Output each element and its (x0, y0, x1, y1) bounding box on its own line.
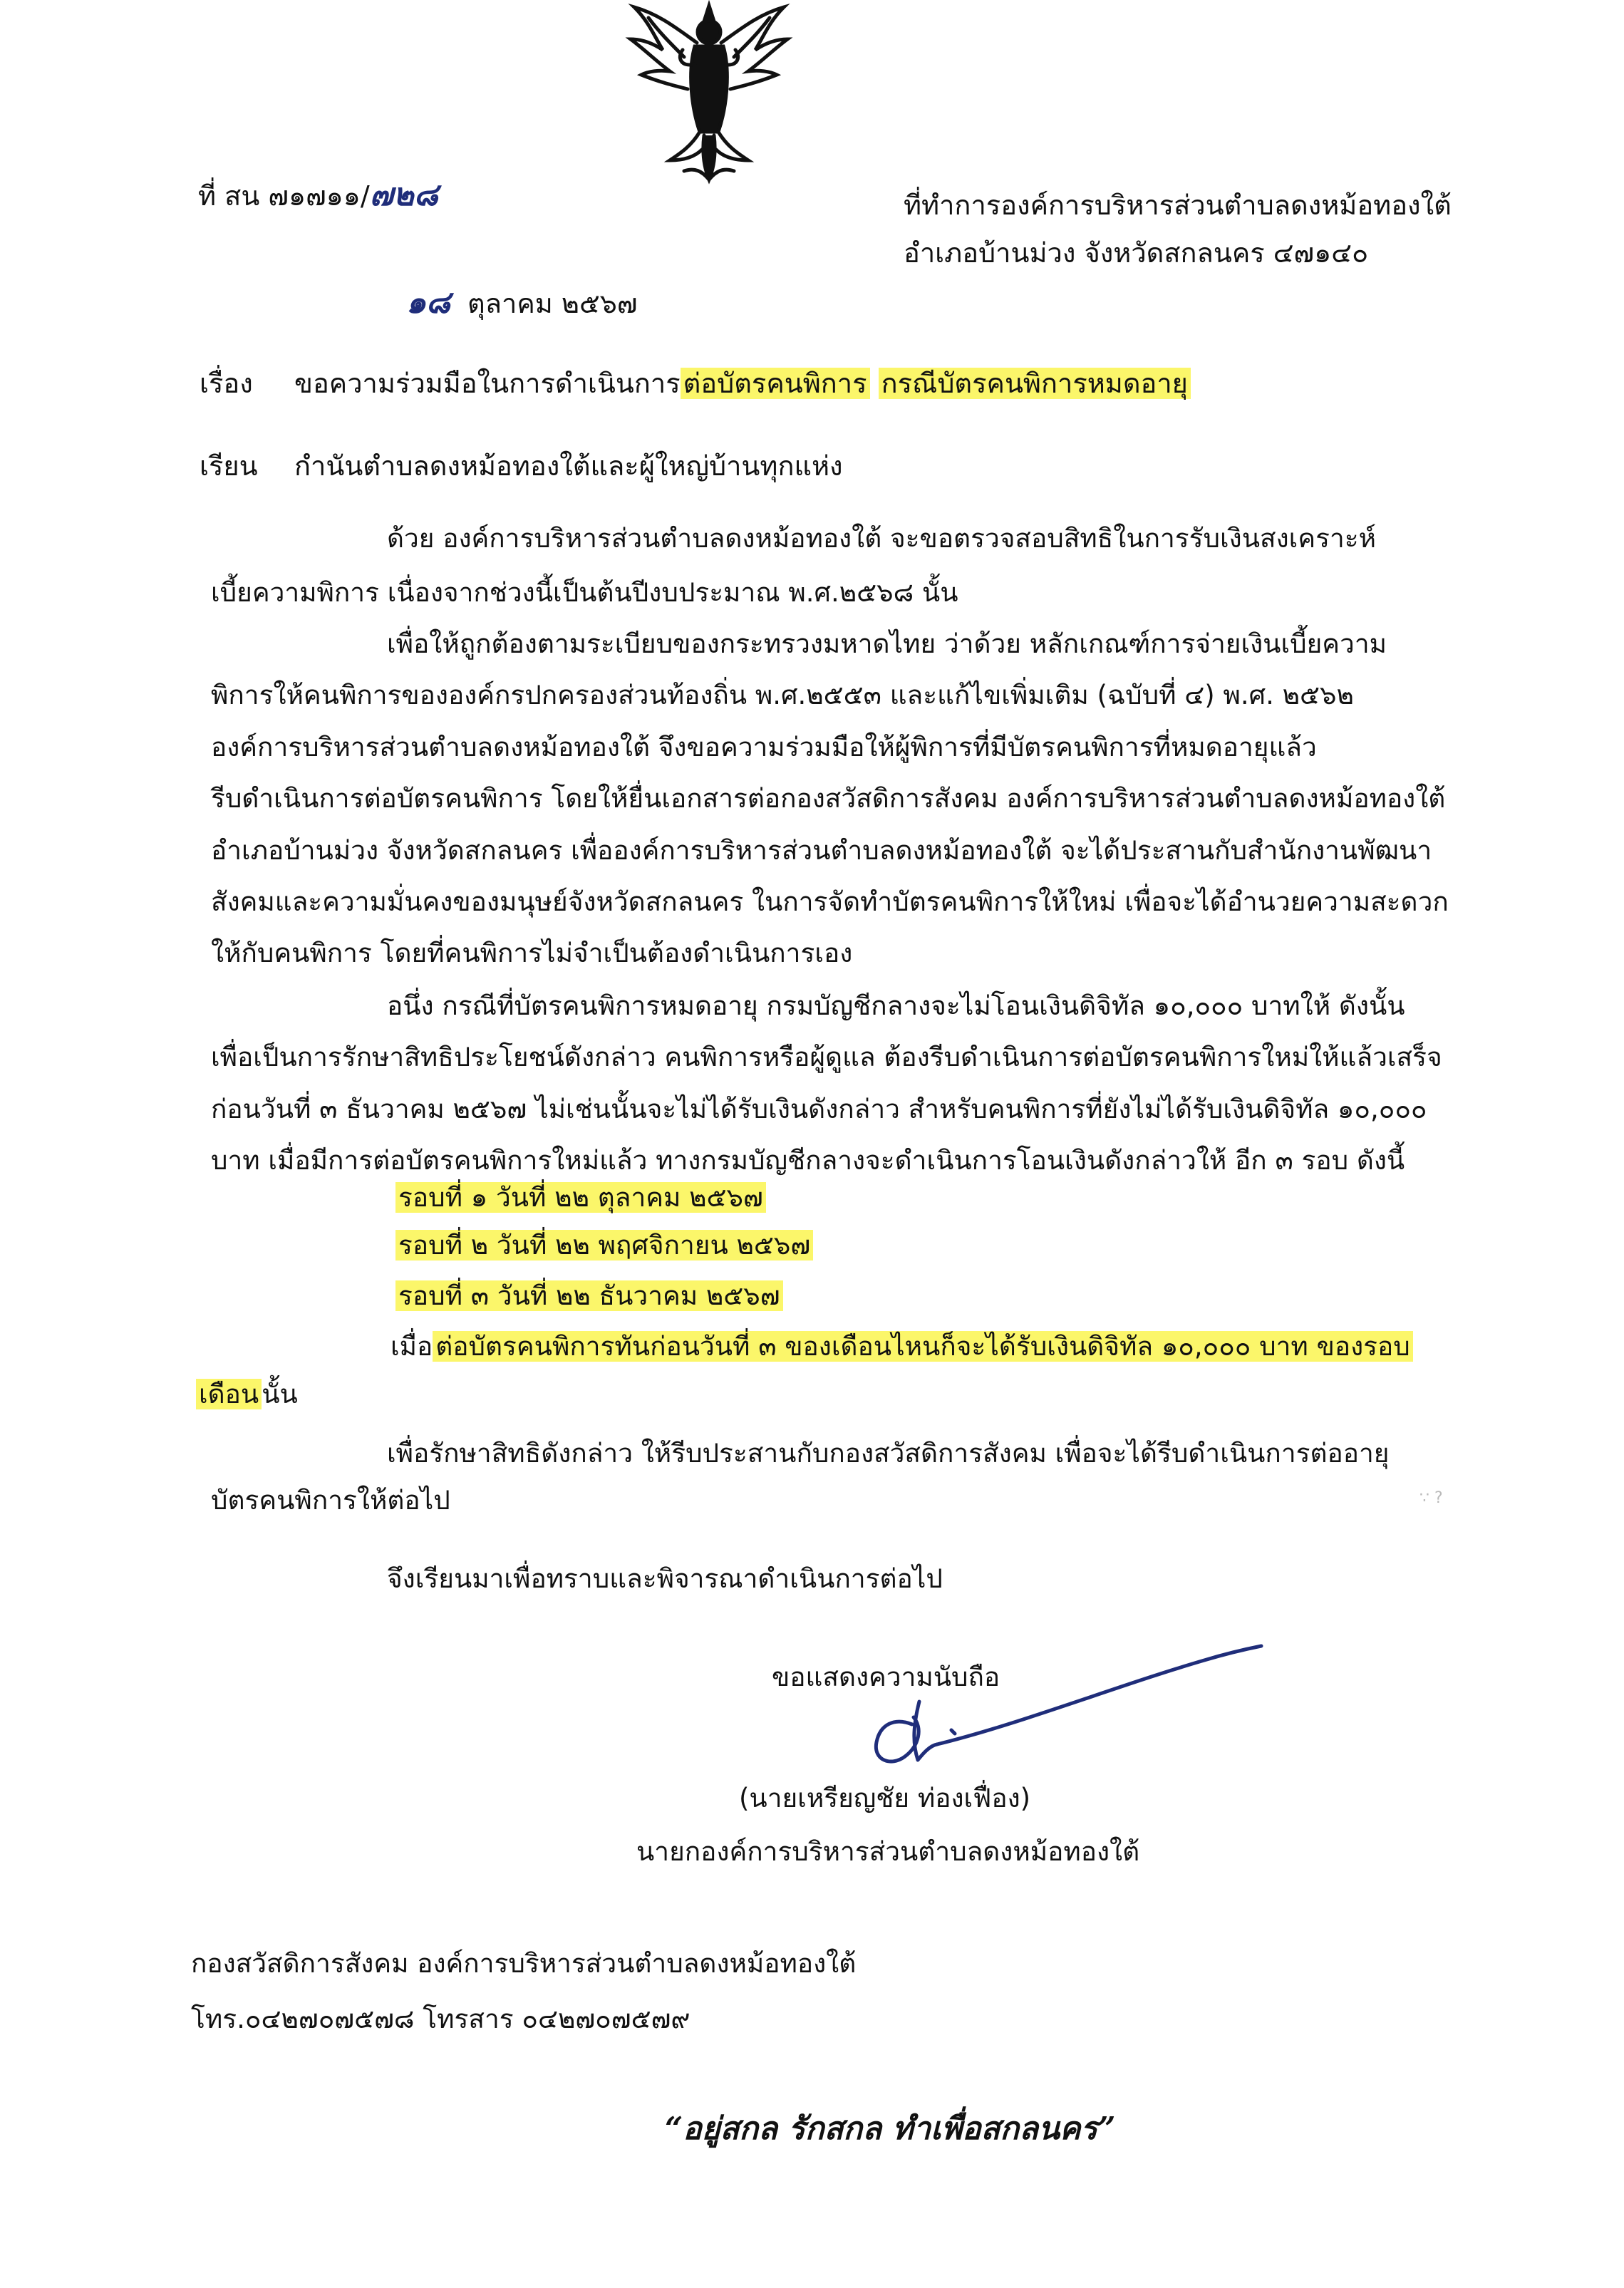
para3-line: เพื่อเป็นการรักษาสิทธิประโยชน์ดังกล่าว คนพิการหรือผู้ดูแล ต้องรีบดำเนินการต่อบัตรคนพิการใหม่ให้แล้วเสร็จ (211, 1042, 1442, 1072)
para4-line: บัตรคนพิการให้ต่อไป (211, 1485, 450, 1516)
province-slogan: “อยู่สกล รักสกล ทำเพื่อสกลนคร” (665, 2111, 1116, 2147)
para2-line: รีบดำเนินการต่อบัตรคนพิการ โดยให้ยื่นเอกสารต่อกองสวัสดิการสังคม องค์การบริหารส่วนตำบลดงหม้อทองใต้ (211, 783, 1446, 814)
payment-round-1: รอบที่ ๑ วันที่ ๒๒ ตุลาคม ๒๕๖๗ (395, 1181, 766, 1215)
note-line-2: เดือน นั้น (196, 1377, 298, 1412)
sender-office: ที่ทำการองค์การบริหารส่วนตำบลดงหม้อทองใต้ (904, 190, 1452, 221)
subject-highlight-2: กรณีบัตรคนพิการหมดอายุ (879, 368, 1191, 399)
para2-line: ให้กับคนพิการ โดยที่คนพิการไม่จำเป็นต้องดำเนินการเอง (211, 938, 853, 968)
para2-line: เพื่อให้ถูกต้องตามระเบียบของกระทรวงมหาดไทย ว่าด้วย หลักเกณฑ์การจ่ายเงินเบี้ยความ (387, 628, 1387, 659)
date-day-handwritten: ๑๘ (406, 284, 450, 321)
para3-line: ก่อนวันที่ ๓ ธันวาคม ๒๕๖๗ ไม่เช่นนั้นจะไม่ได้รับเงินดังกล่าว สำหรับคนพิการที่ยังไม่ได้รับเงินดิจิทัล ๑๐,๐๐๐ (211, 1094, 1427, 1124)
garuda-emblem-icon (620, 0, 798, 185)
footer-department: กองสวัสดิการสังคม องค์การบริหารส่วนตำบลดงหม้อทองใต้ (191, 1948, 857, 1979)
signer-title: นายกองค์การบริหารส่วนตำบลดงหม้อทองใต้ (636, 1836, 1140, 1867)
recipient-text: กำนันตำบลดงหม้อทองใต้และผู้ใหญ่บ้านทุกแห่ง (294, 450, 843, 482)
para2-line: สังคมและความมั่นคงของมนุษย์จังหวัดสกลนคร ในการจัดทำบัตรคนพิการให้ใหม่ เพื่อจะได้อำนวยความสะดวก (211, 886, 1449, 917)
doc-number-handwritten: ๗๒๘ (369, 177, 438, 213)
sender-address: อำเภอบ้านม่วง จังหวัดสกลนคร ๔๗๑๔๐ (904, 237, 1369, 269)
payment-round-3: รอบที่ ๓ วันที่ ๒๒ ธันวาคม ๒๕๖๗ (395, 1279, 783, 1313)
signer-name: (นายเหรียญชัย ท่องเฟื่อง) (739, 1783, 1031, 1813)
note-line-1: เมื่อ ต่อบัตรคนพิการทันก่อนวันที่ ๓ ของเดือนไหนก็จะได้รับเงินดิจิทัล ๑๐,๐๐๐ บาท ของรอบ (391, 1330, 1413, 1364)
para2-line: องค์การบริหารส่วนตำบลดงหม้อทองใต้ จึงขอความร่วมมือให้ผู้พิการที่มีบัตรคนพิการที่หมดอายุแล้ว (211, 732, 1317, 762)
recipient-label: เรียน (200, 450, 258, 482)
para2-line: อำเภอบ้านม่วง จังหวัดสกลนคร เพื่อองค์การบริหารส่วนตำบลดงหม้อทองใต้ จะได้ประสานกับสำนักงานพัฒนา (211, 835, 1432, 866)
doc-number-prefix: ที่ สน ๗๑๗๑๑/ (198, 180, 370, 212)
para1-line: ด้วย องค์การบริหารส่วนตำบลดงหม้อทองใต้ จะขอตรวจสอบสิทธิในการรับเงินสงเคราะห์ (387, 523, 1376, 554)
para4-line: เพื่อรักษาสิทธิดังกล่าว ให้รีบประสานกับกองสวัสดิการสังคม เพื่อจะได้รีบดำเนินการต่ออายุ (387, 1438, 1390, 1469)
subject-text-plain: ขอความร่วมมือในการดำเนินการ (294, 368, 681, 399)
scan-smudge: ∵ ? (1419, 1489, 1443, 1507)
regards-text: ขอแสดงความนับถือ (772, 1662, 1000, 1692)
subject-highlight-1: ต่อบัตรคนพิการ (681, 368, 870, 399)
payment-round-2: รอบที่ ๒ วันที่ ๒๒ พฤศจิกายน ๒๕๖๗ (395, 1228, 813, 1263)
para2-line: พิการให้คนพิการขององค์กรปกครองส่วนท้องถิ่น พ.ศ.๒๕๕๓ และแก้ไขเพิ่มเติม (ฉบับที่ ๔) พ.ศ. ๒๕๖๒ (211, 680, 1354, 710)
letter-date (406, 286, 637, 321)
subject-label: เรื่อง (200, 368, 253, 399)
document-number (198, 178, 438, 213)
handwritten-signature (834, 1617, 1276, 1789)
date-month-year: ตุลาคม ๒๕๖๗ (467, 288, 638, 319)
closing-sentence: จึงเรียนมาเพื่อทราบและพิจารณาดำเนินการต่อไป (387, 1563, 943, 1594)
para1-line: เบี้ยความพิการ เนื่องจากช่วงนี้เป็นต้นปีงบประมาณ พ.ศ.๒๕๖๘ นั้น (211, 577, 958, 608)
para3-line: บาท เมื่อมีการต่อบัตรคนพิการใหม่แล้ว ทางกรมบัญชีกลางจะดำเนินการโอนเงินดังกล่าวให้ อีก ๓ รอบ ดังนี้ (211, 1145, 1405, 1176)
subject-text (294, 366, 1191, 400)
para3-line: อนึ่ง กรณีที่บัตรคนพิการหมดอายุ กรมบัญชีกลางจะไม่โอนเงินดิจิทัล ๑๐,๐๐๐ บาทให้ ดังนั้น (387, 990, 1405, 1021)
footer-contact: โทร.๐๔๒๗๐๗๕๗๘ โทรสาร ๐๔๒๗๐๗๕๗๙ (191, 2004, 691, 2034)
